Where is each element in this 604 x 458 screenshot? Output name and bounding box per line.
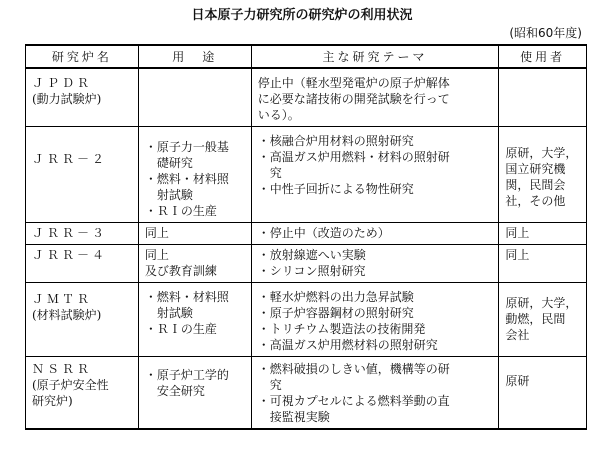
- users-cell: [499, 127, 587, 223]
- users-line: 原研: [505, 374, 530, 388]
- research-themes-line: 究: [257, 166, 282, 180]
- purpose-line: ・原子力一般基: [144, 140, 229, 154]
- research-themes-line: 究: [257, 378, 282, 392]
- purpose-cell: [138, 127, 251, 223]
- purpose-cell: [138, 245, 251, 283]
- purpose-line: ・原子炉工学的: [144, 368, 229, 382]
- header-reactor-name: 研究炉名: [26, 45, 139, 68]
- research-themes-cell: [251, 68, 499, 127]
- table-row: [26, 127, 587, 223]
- users-cell: [499, 245, 587, 283]
- table-row: [26, 223, 587, 245]
- users-line: 国立研究機: [505, 162, 566, 176]
- document-title: 日本原子力研究所の研究炉の利用状況: [191, 8, 413, 23]
- research-themes-line: ・放射線遮へい実験: [257, 248, 366, 262]
- header-users: 使用者: [499, 45, 587, 68]
- purpose-cell: [138, 283, 251, 357]
- research-themes-line: ・核融合炉用材料の照射研究: [257, 134, 414, 148]
- purpose-line: 礎研究: [144, 156, 193, 170]
- reactor-usage-table: [25, 44, 587, 430]
- header-research-themes: 主な研究テーマ: [251, 45, 499, 68]
- research-themes-line: ・トリチウム製造法の技術開発: [257, 322, 426, 336]
- purpose-line: 安全研究: [144, 384, 205, 398]
- research-themes-line: に必要な諸技術の開発試験を行って: [257, 92, 450, 106]
- users-line: 社，その他: [505, 194, 566, 208]
- reactor-name-line: (原子炉安全性: [32, 378, 109, 392]
- purpose-line: ・燃料・材料照: [144, 172, 229, 186]
- users-line: 原研，大学，: [505, 146, 578, 160]
- users-line: 同上: [505, 248, 530, 262]
- purpose-line: ・ＲＩの生産: [144, 204, 217, 218]
- users-line: 原研，大学，: [505, 296, 578, 310]
- purpose-line: 及び教育訓練: [144, 264, 217, 278]
- reactor-name-cell: [26, 245, 139, 283]
- research-themes-line: ・シリコン照射研究: [257, 264, 366, 278]
- purpose-cell: [138, 223, 251, 245]
- research-themes-line: ・中性子回折による物性研究: [257, 182, 414, 196]
- fiscal-year-note: (昭和60年度): [509, 26, 582, 40]
- research-themes-line: 接監視実験: [257, 410, 330, 424]
- reactor-name-line: 研究炉): [32, 394, 73, 408]
- reactor-name-line: (材料試験炉): [32, 308, 102, 322]
- purpose-line: 射試験: [144, 306, 193, 320]
- reactor-name-cell: [26, 283, 139, 357]
- reactor-name-cell: [26, 223, 139, 245]
- purpose-cell: [138, 357, 251, 430]
- research-themes-line: ・高温ガス炉用燃料・材料の照射研: [257, 150, 450, 164]
- research-themes-cell: [251, 283, 499, 357]
- users-line: 関，民間会: [505, 178, 566, 192]
- reactor-name-line: ＪＲＲ－２: [32, 152, 108, 166]
- purpose-line: 同上: [144, 248, 169, 262]
- purpose-cell: [138, 68, 251, 127]
- research-themes-line: ・軽水炉燃料の出力急昇試験: [257, 290, 414, 304]
- purpose-line: 射試験: [144, 188, 193, 202]
- purpose-line: 同上: [144, 226, 169, 240]
- research-themes-cell: [251, 245, 499, 283]
- users-line: 同上: [505, 226, 530, 240]
- reactor-name-line: ＪＲＲ－４: [32, 248, 108, 262]
- reactor-name-line: ＪＭＴＲ: [32, 292, 93, 306]
- table-row: [26, 357, 587, 430]
- reactor-name-cell: [26, 357, 139, 430]
- research-themes-line: ・燃料破損のしきい値，機構等の研: [257, 362, 450, 376]
- research-themes-line: 停止中（軽水型発電炉の原子炉解体: [257, 76, 450, 90]
- table-row: [26, 245, 587, 283]
- reactor-name-cell: [26, 68, 139, 127]
- users-cell: [499, 68, 587, 127]
- purpose-line: ・ＲＩの生産: [144, 322, 217, 336]
- users-cell: [499, 357, 587, 430]
- research-themes-cell: [251, 127, 499, 223]
- research-themes-line: ・停止中（改造のため）: [257, 226, 390, 240]
- users-line: 動燃，民間: [505, 312, 566, 326]
- table-row: [26, 283, 587, 357]
- research-themes-cell: [251, 223, 499, 245]
- users-cell: [499, 283, 587, 357]
- purpose-line: ・燃料・材料照: [144, 290, 229, 304]
- research-themes-line: ・原子炉容器鋼材の照射研究: [257, 306, 414, 320]
- users-cell: [499, 223, 587, 245]
- research-themes-line: ・可視カプセルによる燃料挙動の直: [257, 394, 450, 408]
- reactor-name-line: (動力試験炉): [32, 92, 102, 106]
- table-row: [26, 68, 587, 127]
- reactor-name-cell: [26, 127, 139, 223]
- research-themes-line: ・高温ガス炉用燃材料の照射研究: [257, 338, 438, 352]
- reactor-name-line: ＪＰＤＲ: [32, 76, 93, 90]
- research-themes-line: いる）。: [257, 108, 300, 122]
- header-row: [26, 45, 587, 68]
- header-purpose: 用 途: [138, 45, 251, 68]
- reactor-name-line: ＪＲＲ－３: [32, 226, 108, 240]
- users-line: 会社: [505, 328, 530, 342]
- reactor-name-line: ＮＳＲＲ: [32, 362, 93, 376]
- research-themes-cell: [251, 357, 499, 430]
